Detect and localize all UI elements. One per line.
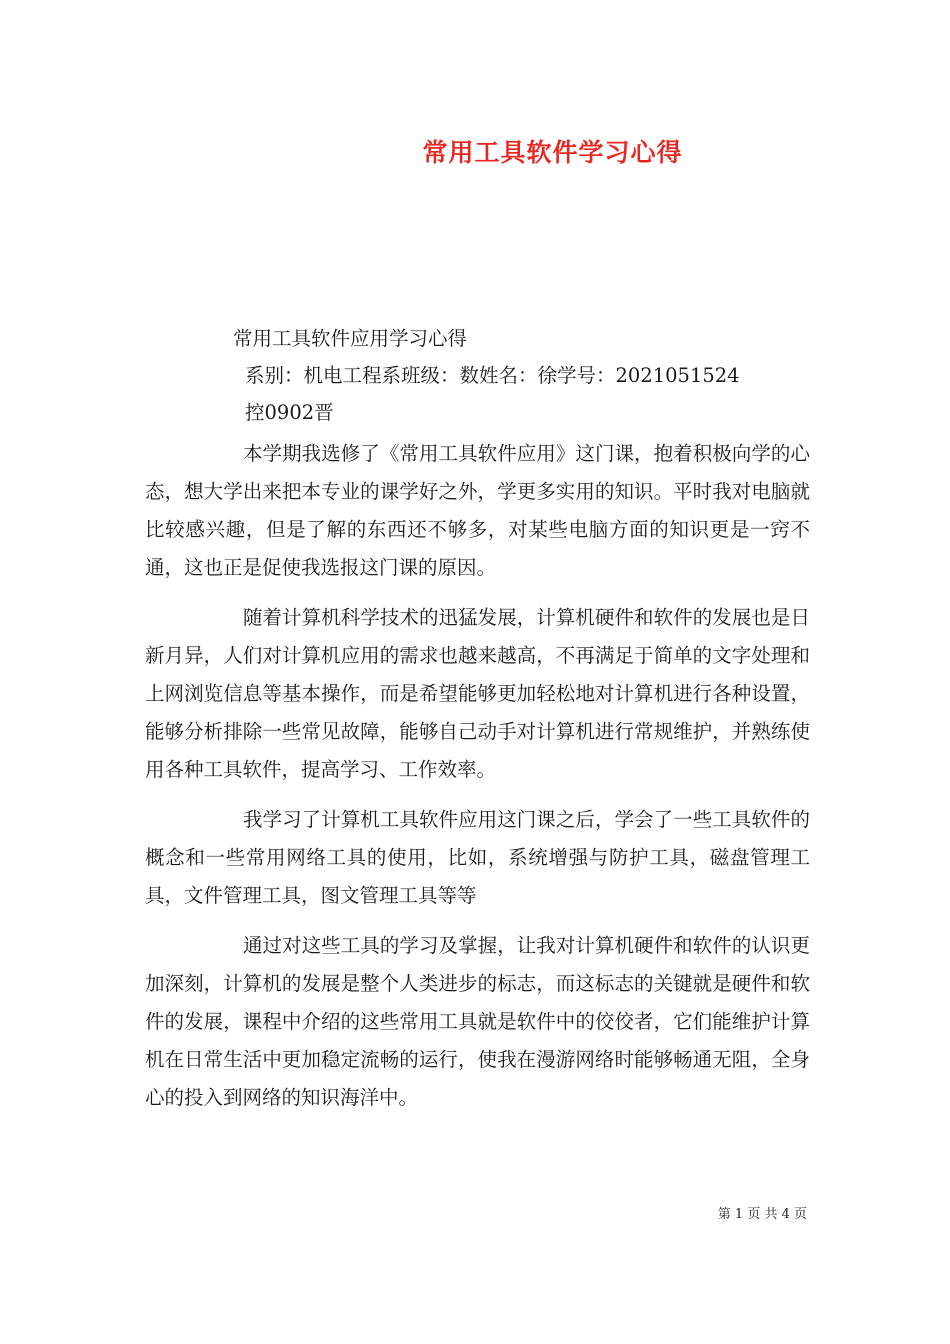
paragraph: 通过对这些工具的学习及掌握，让我对计算机硬件和软件的认识更加深刻，计算机的发展是整个人类进步的标志，而这标志的关键就是硬件和软件的发展，课程中介绍的这些常用工具就是软件中的佼佼者，它们能维护计算机在日常生活中更加稳定流畅的运行，使我在漫游网络时能够畅通无阻，全身心的投入到网络的知识海洋中。 xyxy=(145,934,810,1109)
student-info-line-continued: 控0902晋 xyxy=(245,401,334,424)
document-subtitle: 常用工具软件应用学习心得 xyxy=(233,327,468,350)
paragraph: 随着计算机科学技术的迅猛发展，计算机硬件和软件的发展也是日新月异，人们对计算机应用的需求也越来越高，不再满足于简单的文字处理和上网浏览信息等基本操作，而是希望能够更加轻松地对计算机进行各种设置，能够分析排除一些常见故障，能够自己动手对计算机进行常规维护，并熟练使用各种工具软件，提高学习、工作效率。 xyxy=(145,606,810,781)
document-body xyxy=(145,320,810,1129)
paragraph: 我学习了计算机工具软件应用这门课之后，学会了一些工具软件的概念和一些常用网络工具的使用，比如，系统增强与防护工具，磁盘管理工具，文件管理工具，图文管理工具等等 xyxy=(145,808,810,907)
student-info-line: 系别：机电工程系班级：数姓名：徐学号：2021051524 xyxy=(245,364,740,387)
page-number-footer: 第 1 页 共 4 页 xyxy=(717,1207,807,1222)
paragraph: 本学期我选修了《常用工具软件应用》这门课，抱着积极向学的心态，想大学出来把本专业的课学好之外，学更多实用的知识。平时我对电脑就比较感兴趣，但是了解的东西还不够多，对某些电脑方面的知识更是一窍不通，这也正是促使我选报这门课的原因。 xyxy=(145,442,810,579)
document-title: 常用工具软件学习心得 xyxy=(422,138,683,167)
